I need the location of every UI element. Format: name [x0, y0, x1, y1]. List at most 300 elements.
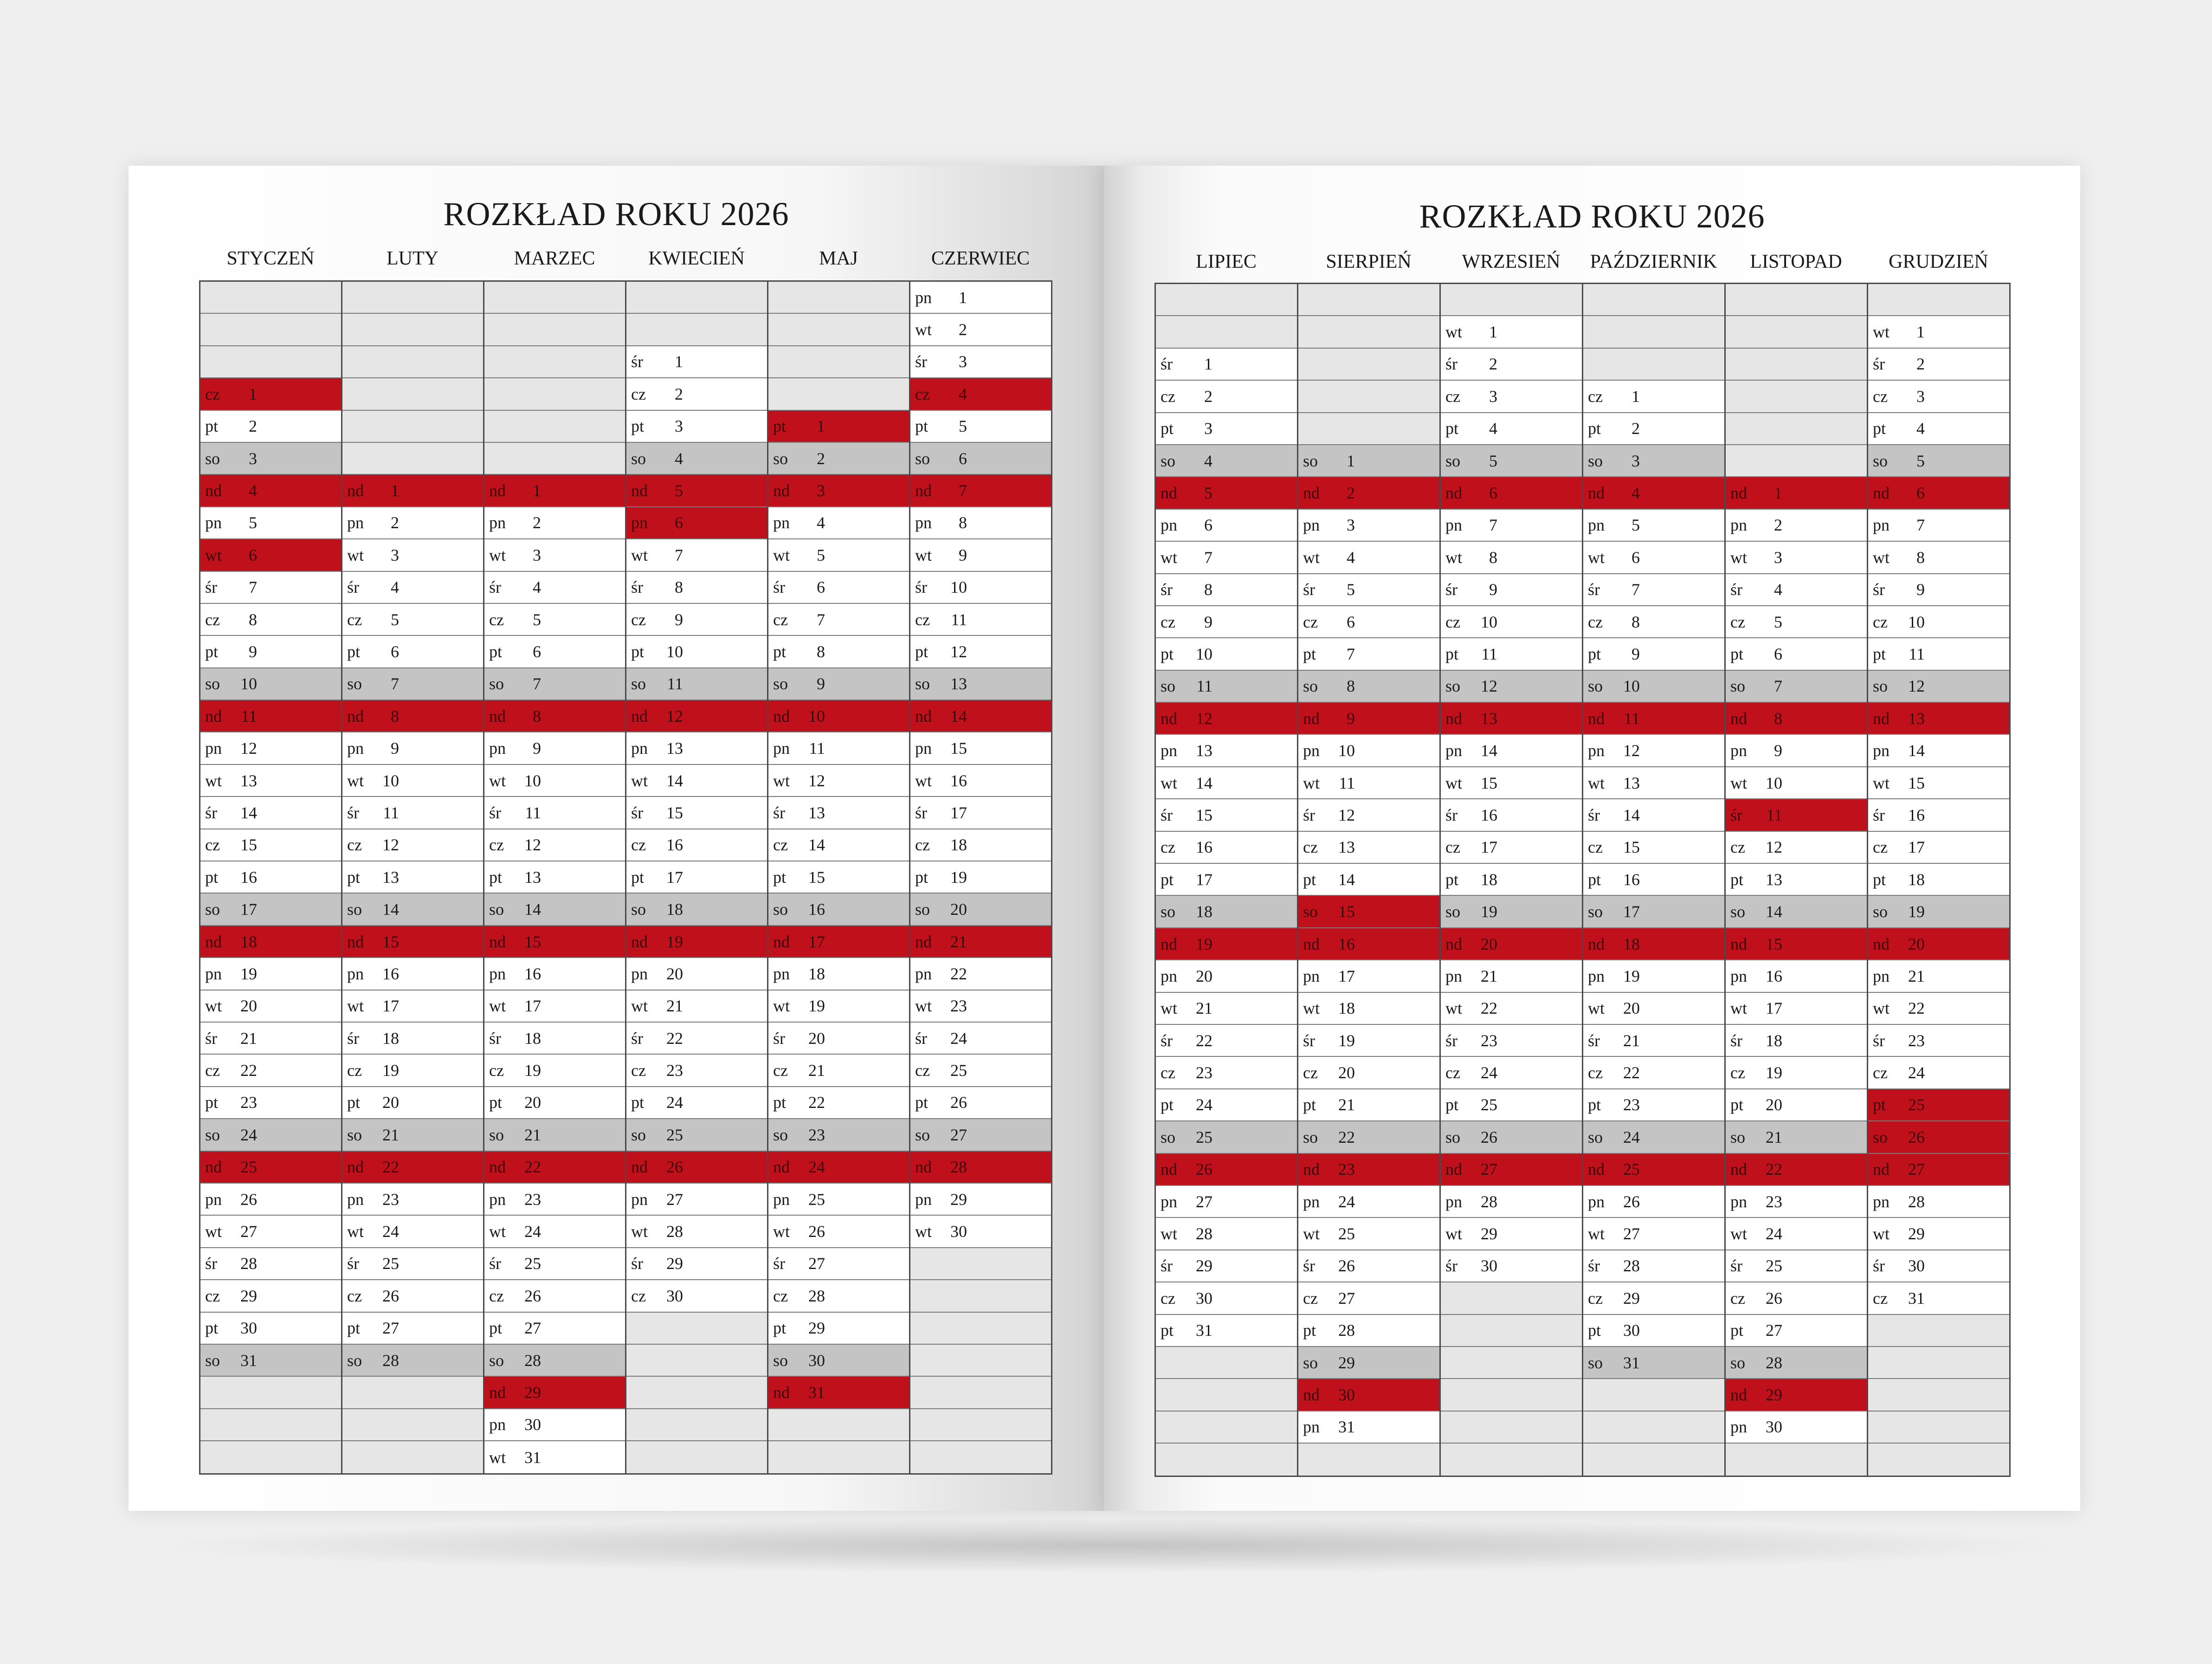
day-cell-holiday: so 15	[1298, 896, 1439, 928]
day-cell-sunday: nd 22	[1726, 1154, 1867, 1186]
day-cell-sunday: nd 9	[1298, 703, 1439, 735]
day-cell: cz 26	[484, 1280, 625, 1312]
day-cell: śr 9	[1441, 574, 1582, 606]
day-cell-saturday: so 14	[484, 894, 625, 926]
day-cell: pn 29	[910, 1184, 1051, 1216]
day-cell-sunday: nd 13	[1868, 703, 2009, 735]
day-cell-sunday: nd 6	[1441, 477, 1582, 509]
day-cell: pn 5	[1583, 510, 1724, 542]
day-cell-saturday: so 14	[342, 894, 483, 926]
month-label: WRZESIEŃ	[1462, 251, 1561, 272]
empty-cell	[342, 346, 483, 378]
month-headers	[200, 245, 1051, 272]
day-cell: wt 22	[1868, 993, 2009, 1025]
day-cell-saturday: so 11	[626, 668, 767, 700]
day-cell: pn 4	[768, 507, 909, 539]
day-cell: wt 23	[910, 991, 1051, 1023]
empty-cell	[626, 1441, 767, 1473]
empty-cell	[200, 346, 341, 378]
day-cell: pn 26	[200, 1184, 341, 1216]
empty-cell	[342, 1409, 483, 1441]
day-cell: pn 17	[1298, 960, 1439, 992]
empty-cell	[484, 282, 625, 314]
day-cell-sunday: nd 29	[484, 1377, 625, 1409]
day-cell-saturday: so 13	[910, 668, 1051, 700]
day-cell-saturday: so 7	[1726, 671, 1867, 703]
day-cell: śr 23	[1441, 1025, 1582, 1057]
day-cell-saturday: so 7	[484, 668, 625, 700]
day-cell: śr 18	[1726, 1025, 1867, 1057]
day-cell-holiday: cz 1	[200, 378, 341, 410]
day-cell-saturday: so 27	[910, 1119, 1051, 1151]
day-cell: pn 27	[1156, 1186, 1297, 1218]
month-headers	[1155, 248, 2010, 276]
empty-cell	[342, 1377, 483, 1409]
day-cell: wt 28	[1156, 1218, 1297, 1250]
empty-cell	[342, 443, 483, 475]
empty-cell	[910, 1377, 1051, 1409]
day-cell: pt 27	[1726, 1315, 1867, 1347]
empty-cell	[200, 1409, 341, 1441]
day-cell: pt 20	[342, 1087, 483, 1119]
day-cell: pn 30	[1726, 1411, 1867, 1444]
day-cell: śr 5	[1298, 574, 1439, 606]
day-cell: śr 22	[626, 1023, 767, 1055]
day-cell: cz 28	[768, 1280, 909, 1312]
day-cell: wt 10	[342, 765, 483, 797]
day-cell-saturday: so 6	[910, 443, 1051, 475]
month-column	[1868, 284, 2011, 1476]
day-cell: wt 27	[1583, 1218, 1724, 1250]
day-cell: śr 25	[484, 1248, 625, 1280]
day-cell: cz 12	[342, 829, 483, 861]
empty-cell	[768, 1441, 909, 1473]
day-cell: pt 2	[200, 411, 341, 443]
empty-cell	[626, 1377, 767, 1409]
empty-cell	[1441, 1379, 1582, 1411]
day-cell: pt 28	[1298, 1315, 1439, 1347]
day-cell-saturday: so 1	[1298, 445, 1439, 477]
month-column	[1726, 284, 1868, 1476]
empty-cell	[342, 282, 483, 314]
day-cell: pt 9	[200, 636, 341, 668]
day-cell: wt 24	[342, 1216, 483, 1248]
empty-cell	[1726, 284, 1867, 316]
day-cell-saturday: so 2	[768, 443, 909, 475]
day-cell-saturday: so 4	[1156, 445, 1297, 477]
day-cell: cz 2	[1156, 381, 1297, 413]
day-cell-sunday: nd 27	[1868, 1154, 2009, 1186]
day-cell: śr 20	[768, 1023, 909, 1055]
day-cell: wt 15	[1441, 767, 1582, 799]
day-cell: wt 12	[768, 765, 909, 797]
day-cell: cz 29	[200, 1280, 341, 1312]
day-cell: śr 1	[626, 346, 767, 378]
day-cell-sunday: nd 12	[1156, 703, 1297, 735]
day-cell: pn 10	[1298, 735, 1439, 767]
empty-cell	[1441, 1282, 1582, 1314]
month-column	[1156, 284, 1298, 1476]
day-cell: śr 2	[1868, 349, 2009, 381]
empty-cell	[910, 1248, 1051, 1280]
day-cell: śr 16	[1868, 799, 2009, 831]
day-cell-saturday: so 12	[1868, 671, 2009, 703]
day-cell: wt 29	[1868, 1218, 2009, 1250]
day-cell-saturday: so 5	[1868, 445, 2009, 477]
day-cell: cz 21	[768, 1055, 909, 1087]
day-cell-sunday: nd 14	[910, 700, 1051, 732]
day-cell: wt 1	[1868, 316, 2009, 348]
day-cell: pt 14	[1298, 864, 1439, 896]
day-cell: pn 3	[1298, 510, 1439, 542]
day-cell: pt 17	[626, 861, 767, 894]
day-cell: pt 27	[342, 1313, 483, 1345]
day-cell: cz 5	[342, 604, 483, 636]
day-cell: pn 19	[200, 958, 341, 990]
day-cell: cz 1	[1583, 381, 1724, 413]
day-cell-saturday: so 25	[1156, 1121, 1297, 1153]
day-cell: śr 19	[1298, 1025, 1439, 1057]
month-label: LUTY	[387, 248, 439, 269]
day-cell: pt 3	[1156, 413, 1297, 445]
day-cell-saturday: so 12	[1441, 671, 1582, 703]
day-cell: pn 14	[1868, 735, 2009, 767]
day-cell: wt 2	[910, 314, 1051, 346]
day-cell: śr 17	[910, 797, 1051, 829]
day-cell: pn 2	[484, 507, 625, 539]
day-cell-saturday: so 3	[1583, 445, 1724, 477]
day-cell-saturday: so 21	[484, 1119, 625, 1151]
day-cell: cz 15	[200, 829, 341, 861]
empty-cell	[1583, 349, 1724, 381]
day-cell: wt 14	[1156, 767, 1297, 799]
month-column	[910, 282, 1052, 1473]
day-cell: cz 17	[1441, 832, 1582, 864]
day-cell: cz 26	[342, 1280, 483, 1312]
day-cell-saturday: so 19	[1441, 896, 1582, 928]
day-cell: pt 21	[1298, 1089, 1439, 1121]
day-cell: pn 21	[1441, 960, 1582, 992]
day-cell: cz 29	[1583, 1282, 1724, 1314]
day-cell: cz 24	[1868, 1057, 2009, 1089]
empty-cell	[1726, 316, 1867, 348]
month-label: CZERWIEC	[931, 248, 1030, 269]
day-cell: pn 12	[200, 732, 341, 764]
day-cell: cz 13	[1298, 832, 1439, 864]
day-cell-sunday: nd 28	[910, 1152, 1051, 1184]
day-cell-sunday: nd 6	[1868, 477, 2009, 509]
day-cell: pt 15	[768, 861, 909, 894]
day-cell: cz 10	[1868, 606, 2009, 638]
day-cell: cz 16	[1156, 832, 1297, 864]
empty-cell	[1583, 316, 1724, 348]
day-cell-saturday: so 23	[768, 1119, 909, 1151]
day-cell: cz 3	[1441, 381, 1582, 413]
day-cell-sunday: nd 1	[342, 475, 483, 507]
day-cell-sunday: nd 7	[910, 475, 1051, 507]
day-cell: cz 16	[626, 829, 767, 861]
empty-cell	[626, 1313, 767, 1345]
day-cell: pn 23	[342, 1184, 483, 1216]
day-cell-saturday: so 29	[1298, 1347, 1439, 1379]
day-cell: wt 10	[1726, 767, 1867, 799]
day-cell: pt 8	[768, 636, 909, 668]
day-cell: pt 13	[484, 861, 625, 894]
day-cell: śr 21	[1583, 1025, 1724, 1057]
day-cell-saturday: so 4	[626, 443, 767, 475]
day-cell-holiday: pn 6	[626, 507, 767, 539]
day-cell: pn 28	[1441, 1186, 1582, 1218]
month-label: LISTOPAD	[1750, 251, 1842, 272]
empty-cell	[1583, 1444, 1724, 1476]
empty-cell	[910, 1441, 1051, 1473]
day-cell: pt 7	[1298, 638, 1439, 670]
day-cell-sunday: nd 20	[1868, 928, 2009, 960]
day-cell: pn 2	[342, 507, 483, 539]
day-cell: cz 7	[768, 604, 909, 636]
empty-cell	[1726, 349, 1867, 381]
day-cell: śr 21	[200, 1023, 341, 1055]
day-cell-saturday: so 19	[1868, 896, 2009, 928]
day-cell: wt 31	[484, 1441, 625, 1473]
day-cell: pn 25	[768, 1184, 909, 1216]
day-cell: pn 26	[1583, 1186, 1724, 1218]
empty-cell	[1868, 284, 2009, 316]
day-cell-sunday: nd 4	[1583, 477, 1724, 509]
day-cell: wt 26	[768, 1216, 909, 1248]
day-cell: cz 9	[626, 604, 767, 636]
day-cell: śr 13	[768, 797, 909, 829]
empty-cell	[200, 314, 341, 346]
day-cell: pt 22	[768, 1087, 909, 1119]
day-cell: cz 2	[626, 378, 767, 410]
day-cell: pt 18	[1441, 864, 1582, 896]
day-cell: wt 3	[1726, 542, 1867, 574]
day-cell: śr 4	[484, 572, 625, 604]
day-cell: pn 16	[484, 958, 625, 990]
month-column	[200, 282, 342, 1473]
day-cell: pt 5	[910, 411, 1051, 443]
day-cell: pt 24	[1156, 1089, 1297, 1121]
calendar-grid	[1154, 283, 2011, 1477]
day-cell: śr 11	[484, 797, 625, 829]
day-cell: cz 30	[1156, 1282, 1297, 1314]
empty-cell	[768, 1409, 909, 1441]
month-label: SIERPIEŃ	[1326, 251, 1412, 272]
day-cell: śr 15	[1156, 799, 1297, 831]
day-cell-sunday: nd 8	[484, 700, 625, 732]
empty-cell	[910, 1280, 1051, 1312]
day-cell: pn 16	[342, 958, 483, 990]
day-cell-sunday: nd 15	[342, 926, 483, 958]
empty-cell	[1441, 1444, 1582, 1476]
day-cell-saturday: so 10	[200, 668, 341, 700]
day-cell: cz 5	[1726, 606, 1867, 638]
day-cell: wt 5	[768, 539, 909, 571]
day-cell: śr 4	[342, 572, 483, 604]
empty-cell	[626, 1409, 767, 1441]
day-cell: wt 6	[1583, 542, 1724, 574]
page-title: ROZKŁAD ROKU 2026	[1419, 198, 1765, 235]
day-cell: wt 13	[1583, 767, 1724, 799]
day-cell: cz 6	[1298, 606, 1439, 638]
empty-cell	[768, 378, 909, 410]
day-cell: wt 8	[1441, 542, 1582, 574]
empty-cell	[1726, 381, 1867, 413]
day-cell: pt 6	[342, 636, 483, 668]
day-cell: pn 12	[1583, 735, 1724, 767]
day-cell: śr 30	[1868, 1250, 2009, 1282]
day-cell: pn 28	[1868, 1186, 2009, 1218]
empty-cell	[1441, 1411, 1582, 1444]
left-page	[129, 166, 1104, 1511]
empty-cell	[342, 378, 483, 410]
day-cell: pt 23	[1583, 1089, 1724, 1121]
day-cell: śr 9	[1868, 574, 2009, 606]
day-cell-saturday: so 31	[1583, 1347, 1724, 1379]
day-cell-sunday: nd 20	[1441, 928, 1582, 960]
book-shadow	[153, 1518, 2070, 1573]
empty-cell	[1441, 284, 1582, 316]
day-cell: wt 21	[1156, 993, 1297, 1025]
day-cell: wt 13	[200, 765, 341, 797]
empty-cell	[200, 282, 341, 314]
day-cell: cz 17	[1868, 832, 2009, 864]
month-column	[768, 282, 910, 1473]
day-cell: pn 15	[910, 732, 1051, 764]
empty-cell	[342, 314, 483, 346]
day-cell-sunday: nd 16	[1298, 928, 1439, 960]
empty-cell	[768, 314, 909, 346]
day-cell-saturday: so 3	[200, 443, 341, 475]
day-cell: pt 29	[768, 1313, 909, 1345]
month-label: KWIECIEŃ	[648, 248, 745, 269]
empty-cell	[1868, 1444, 2009, 1476]
month-label: STYCZEŃ	[226, 248, 315, 269]
day-cell: cz 30	[626, 1280, 767, 1312]
empty-cell	[484, 443, 625, 475]
empty-cell	[1298, 1444, 1439, 1476]
day-cell: pt 11	[1868, 638, 2009, 670]
day-cell: wt 22	[1441, 993, 1582, 1025]
day-cell: cz 23	[1156, 1057, 1297, 1089]
empty-cell	[626, 314, 767, 346]
day-cell: śr 15	[626, 797, 767, 829]
day-cell-sunday: nd 1	[1726, 477, 1867, 509]
empty-cell	[910, 1409, 1051, 1441]
day-cell: cz 19	[342, 1055, 483, 1087]
day-cell-saturday: so 28	[342, 1345, 483, 1377]
day-cell: wt 19	[768, 991, 909, 1023]
day-cell-sunday: nd 19	[626, 926, 767, 958]
day-cell: śr 30	[1441, 1250, 1582, 1282]
day-cell: wt 17	[1726, 993, 1867, 1025]
day-cell: cz 20	[1298, 1057, 1439, 1089]
day-cell: pt 23	[200, 1087, 341, 1119]
day-cell-sunday: nd 21	[910, 926, 1051, 958]
day-cell: pn 13	[1156, 735, 1297, 767]
day-cell: cz 8	[1583, 606, 1724, 638]
day-cell: wt 27	[200, 1216, 341, 1248]
day-cell-saturday: so 21	[342, 1119, 483, 1151]
day-cell: wt 30	[910, 1216, 1051, 1248]
month-column	[1298, 284, 1441, 1476]
day-cell-sunday: nd 22	[342, 1152, 483, 1184]
day-cell-sunday: nd 22	[484, 1152, 625, 1184]
day-cell: pn 20	[626, 958, 767, 990]
empty-cell	[484, 314, 625, 346]
day-cell: śr 16	[1441, 799, 1582, 831]
day-cell: pt 27	[484, 1313, 625, 1345]
calendar-grid	[199, 280, 1052, 1475]
month-column	[626, 282, 768, 1473]
day-cell-saturday: so 26	[1441, 1121, 1582, 1153]
day-cell-sunday: nd 27	[1441, 1154, 1582, 1186]
empty-cell	[1298, 381, 1439, 413]
day-cell-sunday: nd 8	[342, 700, 483, 732]
day-cell: cz 5	[484, 604, 625, 636]
day-cell: pn 1	[910, 282, 1051, 314]
day-cell-saturday: so 28	[1726, 1347, 1867, 1379]
day-cell: pt 13	[1726, 864, 1867, 896]
day-cell: pt 20	[1726, 1089, 1867, 1121]
day-cell-saturday: so 30	[768, 1345, 909, 1377]
day-cell: śr 2	[1441, 349, 1582, 381]
day-cell: śr 11	[342, 797, 483, 829]
day-cell: pn 6	[1156, 510, 1297, 542]
day-cell: pn 11	[768, 732, 909, 764]
day-cell: pn 13	[626, 732, 767, 764]
empty-cell	[1441, 1347, 1582, 1379]
day-cell: pn 27	[626, 1184, 767, 1216]
day-cell: cz 18	[910, 829, 1051, 861]
day-cell-saturday: so 14	[1726, 896, 1867, 928]
day-cell-holiday: pt 25	[1868, 1089, 2009, 1121]
day-cell: wt 14	[626, 765, 767, 797]
empty-cell	[910, 1313, 1051, 1345]
day-cell: pt 4	[1441, 413, 1582, 445]
day-cell: cz 14	[768, 829, 909, 861]
day-cell: cz 12	[484, 829, 625, 861]
day-cell: pt 24	[626, 1087, 767, 1119]
day-cell-sunday: nd 15	[1726, 928, 1867, 960]
day-cell-sunday: nd 2	[1298, 477, 1439, 509]
day-cell-sunday: nd 25	[1583, 1154, 1724, 1186]
day-cell-holiday: wt 6	[200, 539, 341, 571]
day-cell: śr 8	[626, 572, 767, 604]
day-cell-sunday: nd 8	[1726, 703, 1867, 735]
day-cell: wt 16	[910, 765, 1051, 797]
day-cell: pn 24	[1298, 1186, 1439, 1218]
empty-cell	[768, 346, 909, 378]
month-column	[484, 282, 626, 1473]
day-cell: pt 19	[910, 861, 1051, 894]
day-cell: wt 17	[484, 991, 625, 1023]
day-cell: pt 6	[484, 636, 625, 668]
day-cell-saturday: so 22	[1298, 1121, 1439, 1153]
day-cell: pt 16	[1583, 864, 1724, 896]
empty-cell	[1726, 413, 1867, 445]
day-cell: śr 29	[626, 1248, 767, 1280]
day-cell: śr 26	[1298, 1250, 1439, 1282]
day-cell-sunday: nd 19	[1156, 928, 1297, 960]
day-cell-sunday: nd 10	[768, 700, 909, 732]
right-page	[1104, 166, 2080, 1511]
day-cell: śr 29	[1156, 1250, 1297, 1282]
empty-cell	[342, 1441, 483, 1473]
day-cell-saturday: so 9	[768, 668, 909, 700]
empty-cell	[1441, 1315, 1582, 1347]
